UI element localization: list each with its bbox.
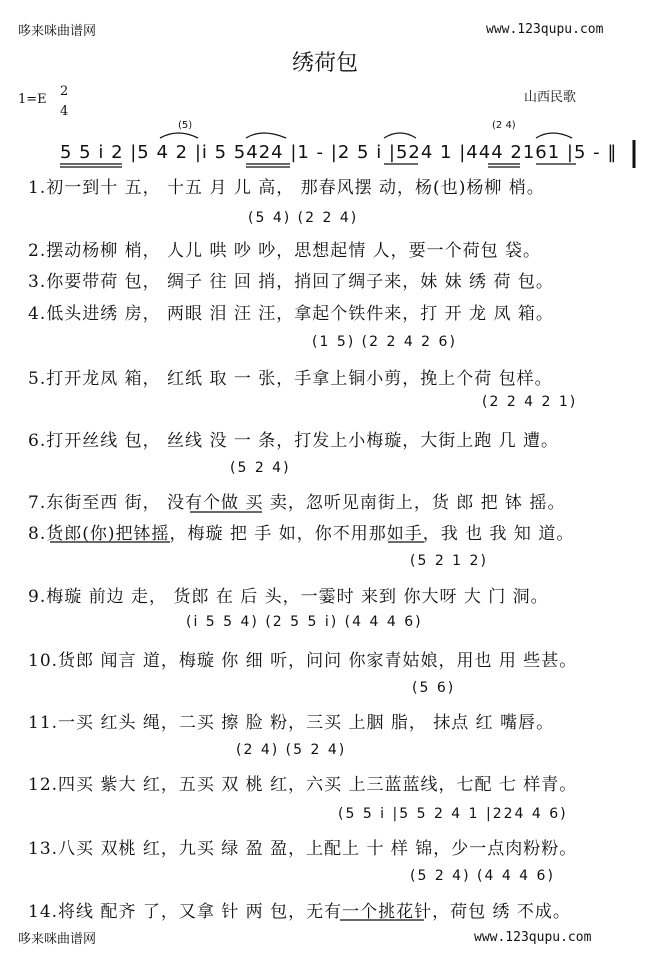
- verse-text: 货郎(你)把钵摇，梅璇 把 手 如，你不用那如手，我 也 我 知 道。: [46, 524, 575, 544]
- verse-row: [28, 897, 571, 922]
- grace-note-a: (5): [178, 120, 193, 131]
- verse-number: 10.: [28, 651, 59, 671]
- verse-row: [28, 708, 554, 733]
- verse-annotation: (2 2 4 2 1): [482, 394, 578, 410]
- verse-number: 8.: [28, 524, 47, 544]
- verse-text: 梅璇 前边 走， 货郎 在 后 头，一霎时 来到 你大呀 大 门 洞。: [46, 587, 549, 607]
- verse-text: 四买 紫大 红，五买 双 桃 红，六买 上三蓝蓝线，七配 七 样青。: [58, 775, 578, 795]
- notation-line: 5 5 i 2 |5 4 2 |i 5 5424 |1 - |2 5 i |524 1 |444 2161 |5 - ‖: [60, 142, 618, 163]
- verse-annotation: (5 4) (2 2 4): [248, 210, 359, 226]
- time-signature-numerator: 2: [60, 84, 69, 99]
- verse-text: 东街至西 街， 没有个做 买 卖，忽听见南街上，货 郎 把 钵 摇。: [46, 493, 566, 513]
- verse-row: [28, 519, 574, 544]
- verse-number: 3.: [28, 272, 47, 292]
- verse-row: [28, 299, 554, 324]
- verse-row: [28, 236, 541, 261]
- verse-row: [28, 834, 577, 859]
- time-signature-denominator: 4: [60, 104, 69, 119]
- verse-number: 2.: [28, 241, 47, 261]
- verse-number: 6.: [28, 431, 47, 451]
- verse-annotation: (5 2 1 2): [410, 553, 488, 569]
- verse-number: 11.: [28, 713, 59, 733]
- verse-text: 你要带荷 包， 绸子 往 回 捎，捎回了绸子来，妹 妹 绣 荷 包。: [46, 272, 554, 292]
- verse-row: [28, 426, 559, 451]
- verse-number: 12.: [28, 775, 59, 795]
- key-signature: 1=E: [18, 92, 47, 107]
- verse-row: [28, 488, 565, 513]
- verse-text: 货郎 闻言 道，梅璇 你 细 听，问问 你家青姑娘，用也 用 些甚。: [58, 651, 578, 671]
- verse-text: 初一到十 五， 十五 月 儿 高， 那春风摆 动，杨(也)杨柳 梢。: [46, 178, 545, 198]
- song-genre: 山西民歌: [524, 90, 577, 105]
- footer-site-name: 哆来咪曲谱网: [18, 932, 97, 947]
- verse-number: 14.: [28, 902, 59, 922]
- verse-annotation: (2 4) (5 2 4): [236, 742, 347, 758]
- verse-annotation: (i 5 5 4) (2 5 5 i) (4 4 4 6): [186, 614, 423, 630]
- verse-row: [28, 364, 553, 389]
- verse-number: 9.: [28, 587, 47, 607]
- verse-annotation: (1 5) (2 2 4 2 6): [312, 334, 457, 350]
- header-site-url[interactable]: www.123qupu.com: [486, 22, 604, 37]
- verse-text: 低头进绣 房， 两眼 泪 汪 汪，拿起个铁件来，打 开 龙 凤 箱。: [46, 304, 554, 324]
- verse-number: 4.: [28, 304, 47, 324]
- verse-annotation: (5 2 4) (4 4 4 6): [410, 868, 555, 884]
- verse-row: [28, 646, 577, 671]
- verse-row: [28, 173, 545, 198]
- verse-text: 一买 红头 绳，二买 擦 脸 粉，三买 上胭 脂， 抹点 红 嘴唇。: [58, 713, 555, 733]
- verse-text: 摆动杨柳 梢， 人儿 哄 吵 吵，思想起情 人，要一个荷包 袋。: [46, 241, 542, 261]
- verse-number: 13.: [28, 839, 59, 859]
- verse-text: 将线 配齐 了，又拿 针 两 包，无有一个挑花针，荷包 绣 不成。: [58, 902, 571, 922]
- verse-text: 打开丝线 包， 丝线 没 一 条，打发上小梅璇，大街上跑 几 遭。: [46, 431, 560, 451]
- verse-text: 八买 双桃 红，九买 绿 盈 盈，上配上 十 样 锦，少一点肉粉粉。: [58, 839, 578, 859]
- song-title: 绣荷包: [291, 51, 358, 76]
- verse-row: [28, 770, 577, 795]
- verse-text: 打开龙凤 箱， 红纸 取 一 张，手拿上铜小剪，挽上个荷 包样。: [46, 369, 553, 389]
- grace-note-b: (2 4): [492, 120, 516, 131]
- verse-row: [28, 582, 549, 607]
- verse-annotation: (5 5 i |5 5 2 4 1 |224 4 6): [338, 806, 568, 822]
- footer-site-url[interactable]: www.123qupu.com: [474, 930, 592, 945]
- verse-row: [28, 267, 554, 292]
- verse-number: 1.: [28, 178, 47, 198]
- verse-number: 5.: [28, 369, 47, 389]
- verse-number: 7.: [28, 493, 47, 513]
- header-site-name: 哆来咪曲谱网: [18, 24, 97, 39]
- verse-annotation: (5 6): [412, 680, 456, 696]
- verse-annotation: (5 2 4): [230, 460, 291, 476]
